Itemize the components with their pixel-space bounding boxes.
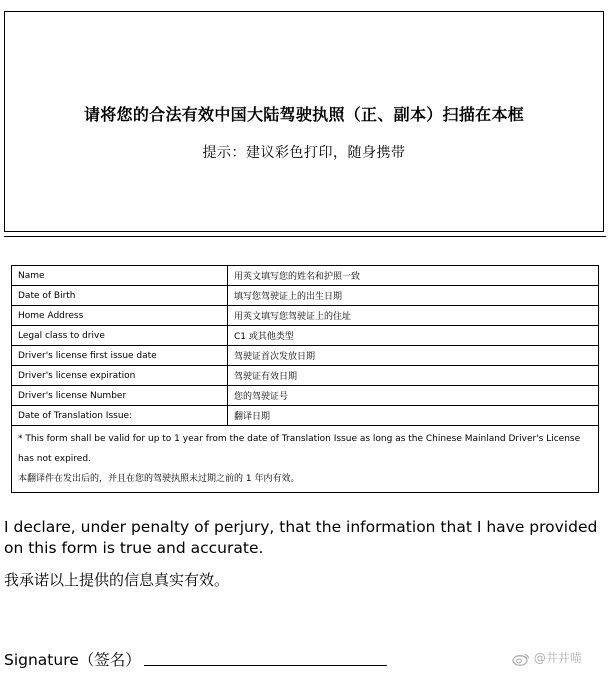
row-value-legal-class: C1 或其他类型: [228, 326, 599, 346]
table-row: [12, 366, 599, 386]
row-label-first-issue-date: Driver's license first issue date: [12, 346, 228, 366]
table-row: [12, 286, 599, 306]
table-row: [12, 386, 599, 406]
table-row: [12, 326, 599, 346]
declaration-english: I declare, under penalty of perjury, that the information that I have provided on this form is true and accurate.: [4, 518, 598, 557]
table-row: [12, 266, 599, 286]
row-label-name: Name: [12, 266, 228, 286]
signature-line[interactable]: [144, 665, 387, 666]
table-note-row: [12, 426, 599, 493]
scan-box-hint: 提示：建议彩色打印，随身携带: [202, 145, 406, 161]
row-label-license-number: Driver's license Number: [12, 386, 228, 406]
scan-box-title: 请将您的合法有效中国大陆驾驶执照（正、副本）扫描在本框: [83, 105, 525, 124]
row-value-home-address: 用英文填写您驾驶证上的住址: [228, 306, 599, 326]
row-value-first-issue-date: 驾驶证首次发放日期: [228, 346, 599, 366]
license-scan-box: [4, 11, 604, 232]
table-row: [12, 346, 599, 366]
validity-note: [12, 426, 599, 493]
row-value-name: 用英文填写您的姓名和护照一致: [228, 266, 599, 286]
row-value-license-number: 您的驾驶证号: [228, 386, 599, 406]
license-info-table: [11, 265, 599, 493]
watermark: [512, 649, 582, 666]
row-value-date-of-birth: 填写您驾驶证上的出生日期: [228, 286, 599, 306]
declaration-chinese: 我承诺以上提供的信息真实有效。: [4, 571, 230, 589]
row-label-home-address: Home Address: [12, 306, 228, 326]
weibo-icon: [512, 652, 530, 666]
row-label-expiration: Driver's license expiration: [12, 366, 228, 386]
signature-label: Signature（签名）: [4, 651, 141, 669]
section-divider: [4, 236, 606, 237]
row-value-expiration: 驾驶证有效日期: [228, 366, 599, 386]
watermark-text: @井井喵: [533, 651, 582, 665]
validity-note-en: * This form shall be valid for up to 1 year from the date of Translation Issue as long as the Chinese Mainland Driver's License has not expired.: [18, 434, 581, 464]
row-label-translation-date: Date of Translation Issue:: [12, 406, 228, 426]
validity-note-zh: 本翻译件在发出后的，并且在您的驾驶执照未过期之前的 1 年内有效。: [18, 474, 300, 484]
row-label-legal-class: Legal class to drive: [12, 326, 228, 346]
row-value-translation-date: 翻译日期: [228, 406, 599, 426]
table-row: [12, 406, 599, 426]
row-label-date-of-birth: Date of Birth: [12, 286, 228, 306]
table-row: [12, 306, 599, 326]
